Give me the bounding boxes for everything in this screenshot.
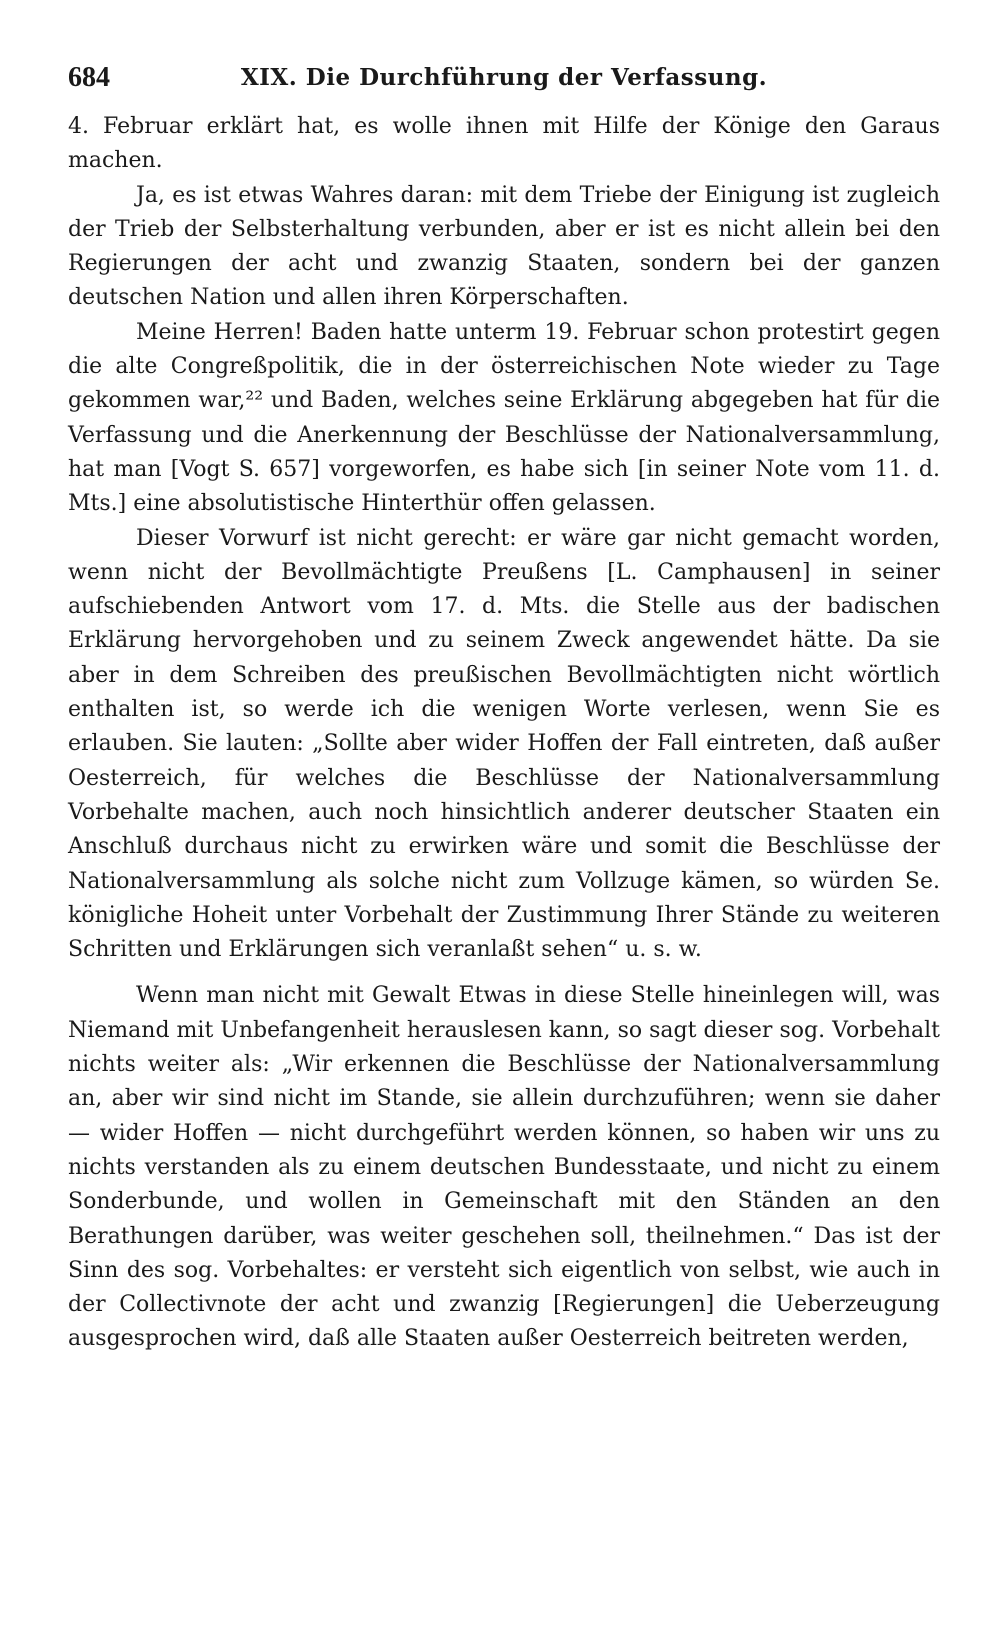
paragraph: Meine Herren! Baden hatte unterm 19. Februar schon protestirt gegen die alte Congreßpolitik, die in der österreichischen Note wieder zu Tage gekommen war,²² und Baden, welches seine Erklärung abgegeben hat für die Verfassung und die Anerkennung der Beschlüsse der Nationalversammlung, hat man [Vogt S. 657] vorgeworfen, es habe sich [in seiner Note vom 11. d. Mts.] eine absolutistische Hinterthür offen gelassen.: [68, 319, 940, 517]
running-title: XIX. Die Durchführung der Verfassung.: [240, 64, 768, 91]
page-number: 684: [68, 62, 110, 93]
paragraph: Wenn man nicht mit Gewalt Etwas in diese Stelle hineinlegen will, was Niemand mit Unbefangenheit herauslesen kann, so sagt dieser sog. Vorbehalt nichts weiter als: „Wir erkennen die Beschlüsse der Nationalversammlung an, aber wir sind nicht im Stande, sie allein durchzuführen; wenn sie daher — wider Hoffen — nicht durchgeführt werden können, so haben wir uns zu nichts verstanden als zu einem deutschen Bundesstaate, und nicht zu einem Sonderbunde, und wollen in Gemeinschaft mit den Ständen an den Berathungen darüber, was weiter geschehen soll, theilnehmen.“ Das ist der Sinn des sog. Vorbehaltes: er versteht sich eigentlich von selbst, wie auch in der Collectivnote der acht und zwanzig [Regierungen] die Ueberzeugung ausgesprochen wird, daß alle Staaten außer Oesterreich beitreten werden,: [68, 983, 940, 1352]
body-text: [68, 110, 940, 1357]
paragraph: Ja, es ist etwas Wahres daran: mit dem Triebe der Einigung ist zugleich der Trieb der Selbsterhaltung verbunden, aber er ist es nicht allein bei den Regierungen der acht und zwanzig Staaten, sondern bei der ganzen deutschen Nation und allen ihren Körperschaften.: [68, 182, 940, 311]
paragraph: Dieser Vorwurf ist nicht gerecht: er wäre gar nicht gemacht worden, wenn nicht der Bevollmächtigte Preußens [L. Camphausen] in seiner aufschiebenden Antwort vom 17. d. Mts. die Stelle aus der badischen Erklärung hervorgehoben und zu seinem Zweck angewendet hätte. Da sie aber in dem Schreiben des preußischen Bevollmächtigten nicht wörtlich enthalten ist, so werde ich die wenigen Worte verlesen, wenn Sie es erlauben. Sie lauten: „Sollte aber wider Hoffen der Fall eintreten, daß außer Oesterreich, für welches die Beschlüsse der Nationalversammlung Vorbehalte machen, auch noch hinsichtlich anderer deutscher Staaten ein Anschluß durchaus nicht zu erwirken wäre und somit die Beschlüsse der Nationalversammlung als solche nicht zum Vollzuge kämen, so würden Se. königliche Hoheit unter Vorbehalt der Zustimmung Ihrer Stände zu weiteren Schritten und Erklärungen sich veranlaßt sehen“ u. s. w.: [68, 525, 940, 963]
paragraph: 4. Februar erklärt hat, es wolle ihnen mit Hilfe der Könige den Garaus machen.: [68, 114, 940, 174]
page-header: [68, 58, 940, 98]
book-page: [68, 58, 940, 1357]
